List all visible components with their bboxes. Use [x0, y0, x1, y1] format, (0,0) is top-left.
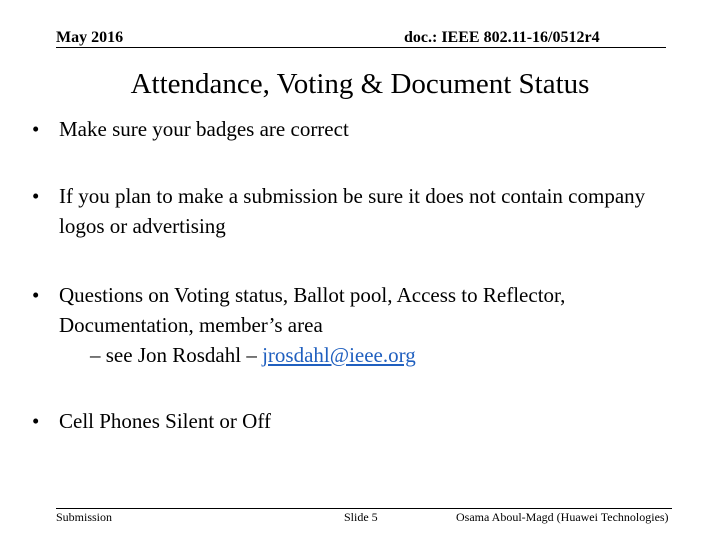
slide-title: Attendance, Voting & Document Status: [130, 68, 590, 100]
bullet-dot: •: [32, 283, 40, 307]
header-doc-id: doc.: IEEE 802.11-16/0512r4: [404, 29, 600, 46]
header-divider: [56, 47, 666, 48]
footer-divider: [56, 508, 672, 509]
bullet-item-submission: [32, 181, 682, 241]
bullet-item-badges: [32, 114, 682, 144]
bullet-text: Questions on Voting status, Ballot pool, Access to Reflector, Documentation, member’s area: [59, 283, 566, 337]
bullet-dot: •: [32, 117, 40, 141]
bullet-dot: •: [32, 409, 40, 433]
bullet-item-questions: [32, 280, 682, 370]
footer-slide-number: Slide 5: [344, 510, 378, 524]
bullet-dot: •: [32, 184, 40, 208]
email-link[interactable]: jrosdahl@ieee.org: [262, 343, 416, 367]
sub-bullet-contact: [90, 340, 682, 370]
footer-submission: Submission: [56, 510, 113, 524]
footer-author: Osama Aboul-Magd (Huawei Technologies): [456, 510, 669, 524]
sub-bullet-prefix: – see Jon Rosdahl –: [90, 343, 263, 367]
bullet-text: Make sure your badges are correct: [59, 117, 349, 141]
bullet-text: Cell Phones Silent or Off: [59, 409, 271, 433]
header-date: May 2016: [56, 29, 124, 46]
bullet-text: If you plan to make a submission be sure it does not contain company logos or advertising: [59, 184, 646, 238]
bullet-item-phones: [32, 406, 682, 436]
